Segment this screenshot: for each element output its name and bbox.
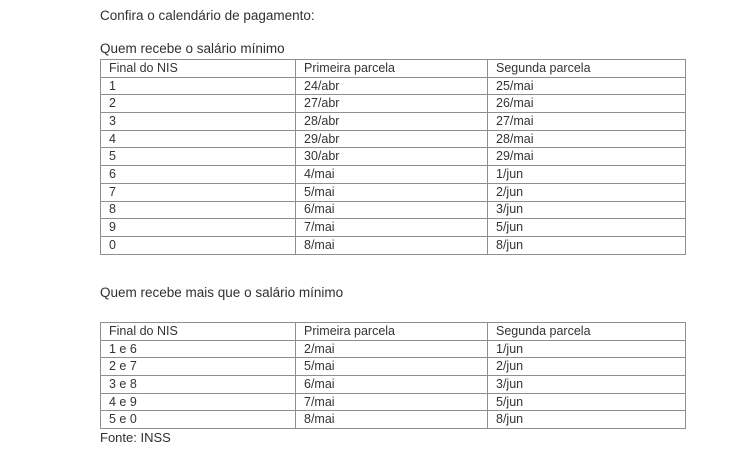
table-row	[101, 130, 686, 148]
table-cell: 26/mai	[488, 95, 686, 113]
table-row	[101, 393, 686, 411]
table-cell: 4 e 9	[101, 393, 296, 411]
table-cell: 2 e 7	[101, 358, 296, 376]
table-cell: 28/abr	[296, 113, 488, 131]
table-subtitle-above-minimum-wage: Quem recebe mais que o salário mínimo	[100, 285, 344, 300]
table-cell: 4	[101, 130, 296, 148]
table-cell: 3 e 8	[101, 376, 296, 394]
table-row	[101, 148, 686, 166]
column-header: Primeira parcela	[296, 323, 488, 341]
table-cell: 30/abr	[296, 148, 488, 166]
source-note: Fonte: INSS	[100, 430, 171, 445]
column-header: Segunda parcela	[488, 60, 686, 78]
table-cell: 5/jun	[488, 219, 686, 237]
table-row	[101, 376, 686, 394]
payment-table-minimum-wage	[100, 59, 686, 255]
table-cell: 1/jun	[488, 166, 686, 184]
table-cell: 3/jun	[488, 201, 686, 219]
table-cell: 5	[101, 148, 296, 166]
table-cell: 5/mai	[296, 358, 488, 376]
table-row	[101, 95, 686, 113]
table-cell: 3/jun	[488, 376, 686, 394]
table-row	[101, 411, 686, 429]
table-cell: 1	[101, 77, 296, 95]
table-cell: 6/mai	[296, 201, 488, 219]
table-cell: 5 e 0	[101, 411, 296, 429]
table-cell: 5/mai	[296, 183, 488, 201]
header-row	[101, 323, 686, 341]
table-subtitle-minimum-wage: Quem recebe o salário mínimo	[100, 41, 285, 56]
table-cell: 5/jun	[488, 393, 686, 411]
table-cell: 2/jun	[488, 358, 686, 376]
table-row	[101, 236, 686, 254]
table-cell: 8	[101, 201, 296, 219]
table-cell: 7/mai	[296, 393, 488, 411]
column-header: Segunda parcela	[488, 323, 686, 341]
table-cell: 0	[101, 236, 296, 254]
table-row	[101, 340, 686, 358]
table-cell: 1/jun	[488, 340, 686, 358]
table-row	[101, 219, 686, 237]
table-cell: 27/mai	[488, 113, 686, 131]
table-cell: 2/jun	[488, 183, 686, 201]
table-cell: 9	[101, 219, 296, 237]
table-cell: 8/mai	[296, 411, 488, 429]
column-header: Primeira parcela	[296, 60, 488, 78]
header-row	[101, 60, 686, 78]
table-cell: 7/mai	[296, 219, 488, 237]
table-cell: 3	[101, 113, 296, 131]
payment-table-above-minimum-wage	[100, 322, 686, 429]
table-cell: 7	[101, 183, 296, 201]
table-cell: 29/abr	[296, 130, 488, 148]
table-cell: 25/mai	[488, 77, 686, 95]
table-cell: 28/mai	[488, 130, 686, 148]
table-cell: 4/mai	[296, 166, 488, 184]
table-cell: 8/jun	[488, 411, 686, 429]
table-row	[101, 113, 686, 131]
table-cell: 2/mai	[296, 340, 488, 358]
table-cell: 1 e 6	[101, 340, 296, 358]
table-row	[101, 358, 686, 376]
table-cell: 6/mai	[296, 376, 488, 394]
table-cell: 6	[101, 166, 296, 184]
column-header: Final do NIS	[101, 323, 296, 341]
table-row	[101, 183, 686, 201]
table-cell: 24/abr	[296, 77, 488, 95]
table-cell: 8/mai	[296, 236, 488, 254]
table-row	[101, 201, 686, 219]
table-cell: 8/jun	[488, 236, 686, 254]
table-cell: 2	[101, 95, 296, 113]
table-row	[101, 166, 686, 184]
column-header: Final do NIS	[101, 60, 296, 78]
table-cell: 29/mai	[488, 148, 686, 166]
page-title: Confira o calendário de pagamento:	[100, 8, 315, 23]
table-cell: 27/abr	[296, 95, 488, 113]
table-row	[101, 77, 686, 95]
